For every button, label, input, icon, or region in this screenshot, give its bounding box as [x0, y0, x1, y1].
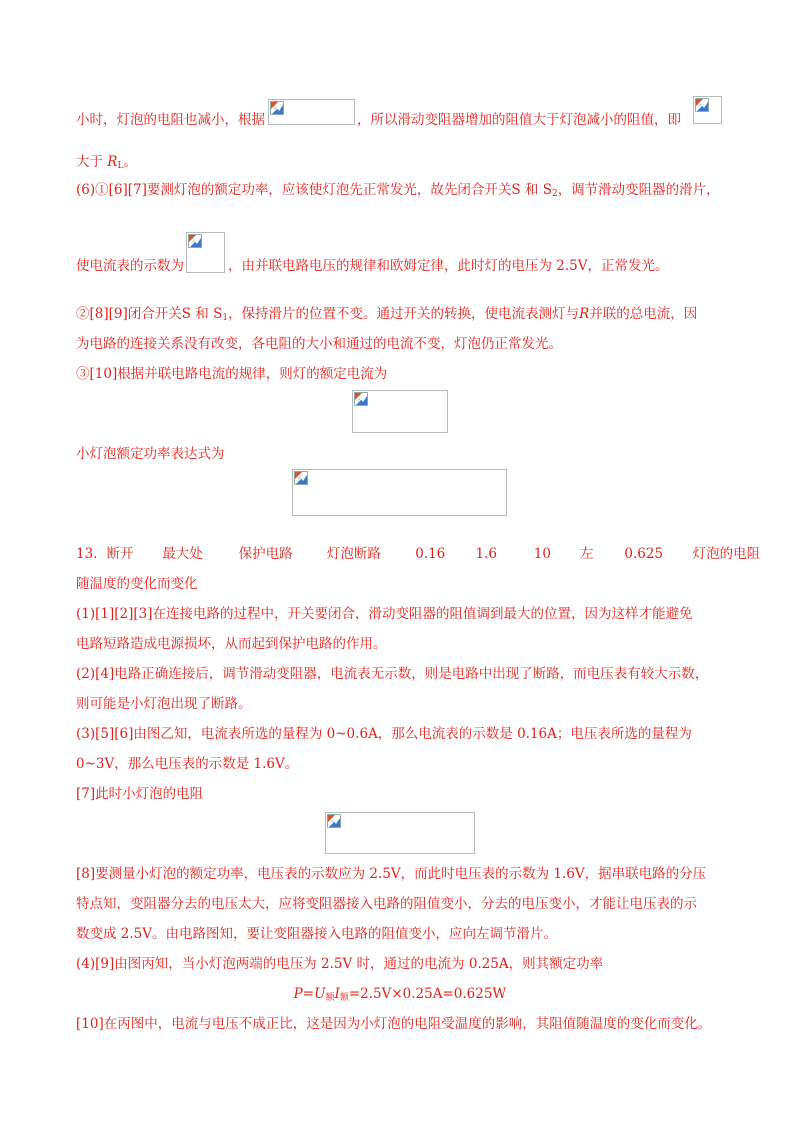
- answer-item: 0.625: [624, 546, 664, 562]
- broken-image-icon: [354, 392, 368, 406]
- text-line-20: 数变成 2.5V。由电路图知，要让变阻器接入电路的阻值变小，应向左调节滑片。: [76, 926, 558, 942]
- text-line-17: [7]此时小灯泡的电阻: [76, 786, 204, 802]
- text-line-13: (2)[4]电路正确连接后，调节滑动变阻器，电流表无示数，则是电路中出现了断路，而电压表有较大示数，: [76, 666, 709, 682]
- answer-item: 保护电路: [238, 546, 293, 562]
- answer-item: 灯泡断路: [326, 546, 381, 562]
- text-line-12: 电路短路造成电源损坏，从而起到保护电路的作用。: [76, 636, 387, 652]
- broken-image-icon: [188, 234, 202, 248]
- text-line-15: (3)[5][6]由图乙知，电流表所选的量程为 0~0.6A，那么电流表的示数是 0.16A；电压表所选的量程为: [76, 726, 692, 742]
- formula-image-5: [292, 469, 507, 516]
- formula-image-1: [268, 99, 355, 125]
- formula-fragment: =: [302, 986, 315, 1002]
- broken-image-icon: [294, 471, 308, 485]
- var-r: R: [107, 154, 118, 170]
- var-r: R: [579, 306, 590, 322]
- answer-item: 0.16: [415, 546, 446, 562]
- var-i: I: [334, 986, 340, 1002]
- subscript: 额: [339, 993, 349, 1003]
- text-line-2: [76, 152, 137, 172]
- text-line-6: 为电路的连接关系没有改变，各电阻的大小和通过的电流不变，灯泡仍正常发光。: [76, 336, 562, 352]
- answer-item: 1.6: [475, 546, 497, 562]
- answer-item: 最大处: [162, 546, 203, 562]
- text-fragment: 大于: [76, 154, 108, 170]
- formula-image-3: [186, 232, 225, 273]
- subscript: 2: [551, 189, 558, 199]
- text-line-1a: 小时，灯泡的电阻也减小，根据: [76, 112, 265, 128]
- text-line-5: [76, 304, 697, 324]
- text-line-23: [10]在丙图中，电流与电压不成正比，这是因为小灯泡的电阻受温度的影响，其阻值随温度的变化而变化。: [76, 1016, 712, 1032]
- answer-item: 左: [580, 546, 594, 562]
- text-line-7: ③[10]根据并联电路电流的规律，则灯的额定电流为: [76, 366, 388, 382]
- text-line-1b: ，所以滑动变阻器增加的阻值大于灯泡减小的阻值，即: [357, 112, 681, 128]
- text-fragment: ，保持滑片的位置不变。通过开关的转换，使电流表测灯与: [228, 306, 580, 322]
- text-line-10: 随温度的变化而变化: [76, 576, 198, 592]
- var-p: P: [293, 986, 303, 1002]
- formula-image-2: [693, 96, 722, 124]
- text-line-4b: ，由并联电路电压的规律和欧姆定律，此时灯的电压为 2.5V，正常发光。: [228, 258, 669, 274]
- text-fragment: (6)①[6][7]要测灯泡的额定功率，应该使灯泡先正常发光，故先闭合开关S 和 S: [76, 182, 552, 198]
- q13-label: 13．断开: [76, 546, 134, 562]
- text-fragment: ，调节滑动变阻器的滑片，: [557, 182, 720, 198]
- text-line-16: 0~3V，那么电压表的示数是 1.6V。: [76, 756, 299, 772]
- var-u: U: [314, 986, 326, 1002]
- text-fragment: 。: [123, 154, 137, 170]
- text-fragment: 并联的总电流，因: [589, 306, 698, 322]
- text-line-8: 小灯泡额定功率表达式为: [76, 446, 225, 462]
- subscript: L: [117, 161, 124, 171]
- formula-image-4: [352, 390, 448, 433]
- text-fragment: ②[8][9]闭合开关S 和 S: [76, 306, 223, 322]
- formula-fragment: =2.5V×0.25A=0.625W: [348, 986, 507, 1002]
- text-line-18: [8]要测量小灯泡的额定功率，电压表的示数应为 2.5V，而此时电压表的示数为 1.6V，据串联电路的分压: [76, 866, 707, 882]
- text-line-4a: 使电流表的示数为: [76, 258, 184, 274]
- broken-image-icon: [695, 98, 709, 112]
- broken-image-icon: [327, 814, 341, 828]
- q13-answer-line: [76, 544, 760, 564]
- text-line-19: 特点知，变阻器分去的电压太大，应将变阻器接入电路的阻值变小，分去的电压变小，才能让电压表的示: [76, 896, 697, 912]
- text-line-21: (4)[9]由图丙知，当小灯泡两端的电压为 2.5V 时，通过的电流为 0.25A，则其额定功率: [76, 956, 604, 972]
- text-line-11: (1)[1][2][3]在连接电路的过程中，开关要闭合，滑动变阻器的阻值调到最大的位置，因为这样才能避免: [76, 606, 693, 622]
- formula-image-6: [325, 812, 475, 854]
- text-line-3: [76, 180, 720, 200]
- subscript: 1: [222, 313, 229, 323]
- text-line-14: 则可能是小灯泡出现了断路。: [76, 696, 252, 712]
- power-formula: [0, 984, 800, 1004]
- subscript: 额: [325, 993, 335, 1003]
- answer-item: 10: [533, 546, 551, 562]
- broken-image-icon: [270, 101, 284, 115]
- answer-item: 灯泡的电阻: [692, 546, 761, 562]
